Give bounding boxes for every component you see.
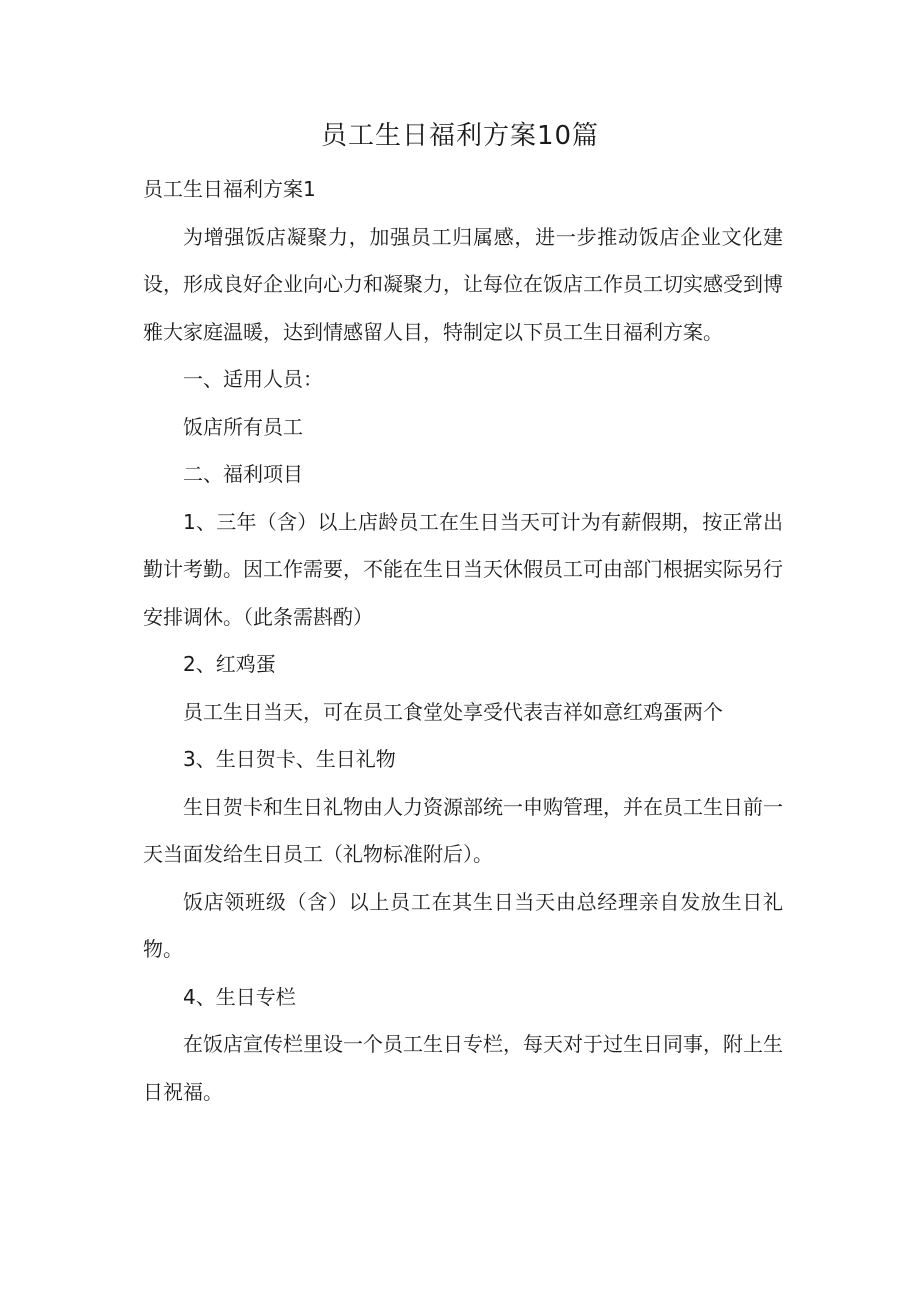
document-body: [143, 166, 783, 1116]
paragraph: 2、红鸡蛋: [183, 652, 276, 676]
paragraph: 4、生日专栏: [183, 984, 296, 1009]
paragraph: 生日贺卡和生日礼物由人力资源部统一申购管理，并在员工生日前一天当面发给生日员工（礼物标准附后）。: [143, 794, 783, 866]
paragraph: 二、福利项目: [183, 462, 303, 486]
paragraph: 3、生日贺卡、生日礼物: [183, 747, 396, 771]
paragraph: 员工生日当天，可在员工食堂处享受代表吉祥如意红鸡蛋两个: [183, 699, 723, 724]
paragraph: 为增强饭店凝聚力，加强员工归属感，进一步推动饭店企业文化建设，形成良好企业向心力和凝聚力，让每位在饭店工作员工切实感受到博雅大家庭温暖，达到情感留人目，特制定以下员工生日福利方案。: [143, 224, 783, 344]
document-title: 员工生日福利方案10篇: [320, 121, 600, 151]
paragraph: 在饭店宣传栏里设一个员工生日专栏，每天对于过生日同事，附上生日祝福。: [143, 1032, 783, 1104]
paragraph: 员工生日福利方案1: [143, 177, 316, 201]
paragraph: 饭店所有员工: [183, 414, 303, 439]
paragraph: 一、适用人员：: [183, 367, 323, 391]
paragraph: 1、三年（含）以上店龄员工在生日当天可计为有薪假期，按正常出勤计考勤。因工作需要，不能在生日当天休假员工可由部门根据实际另行安排调休。（此条需斟酌）: [143, 509, 783, 629]
paragraph: 饭店领班级（含）以上员工在其生日当天由总经理亲自发放生日礼物。: [143, 889, 783, 961]
